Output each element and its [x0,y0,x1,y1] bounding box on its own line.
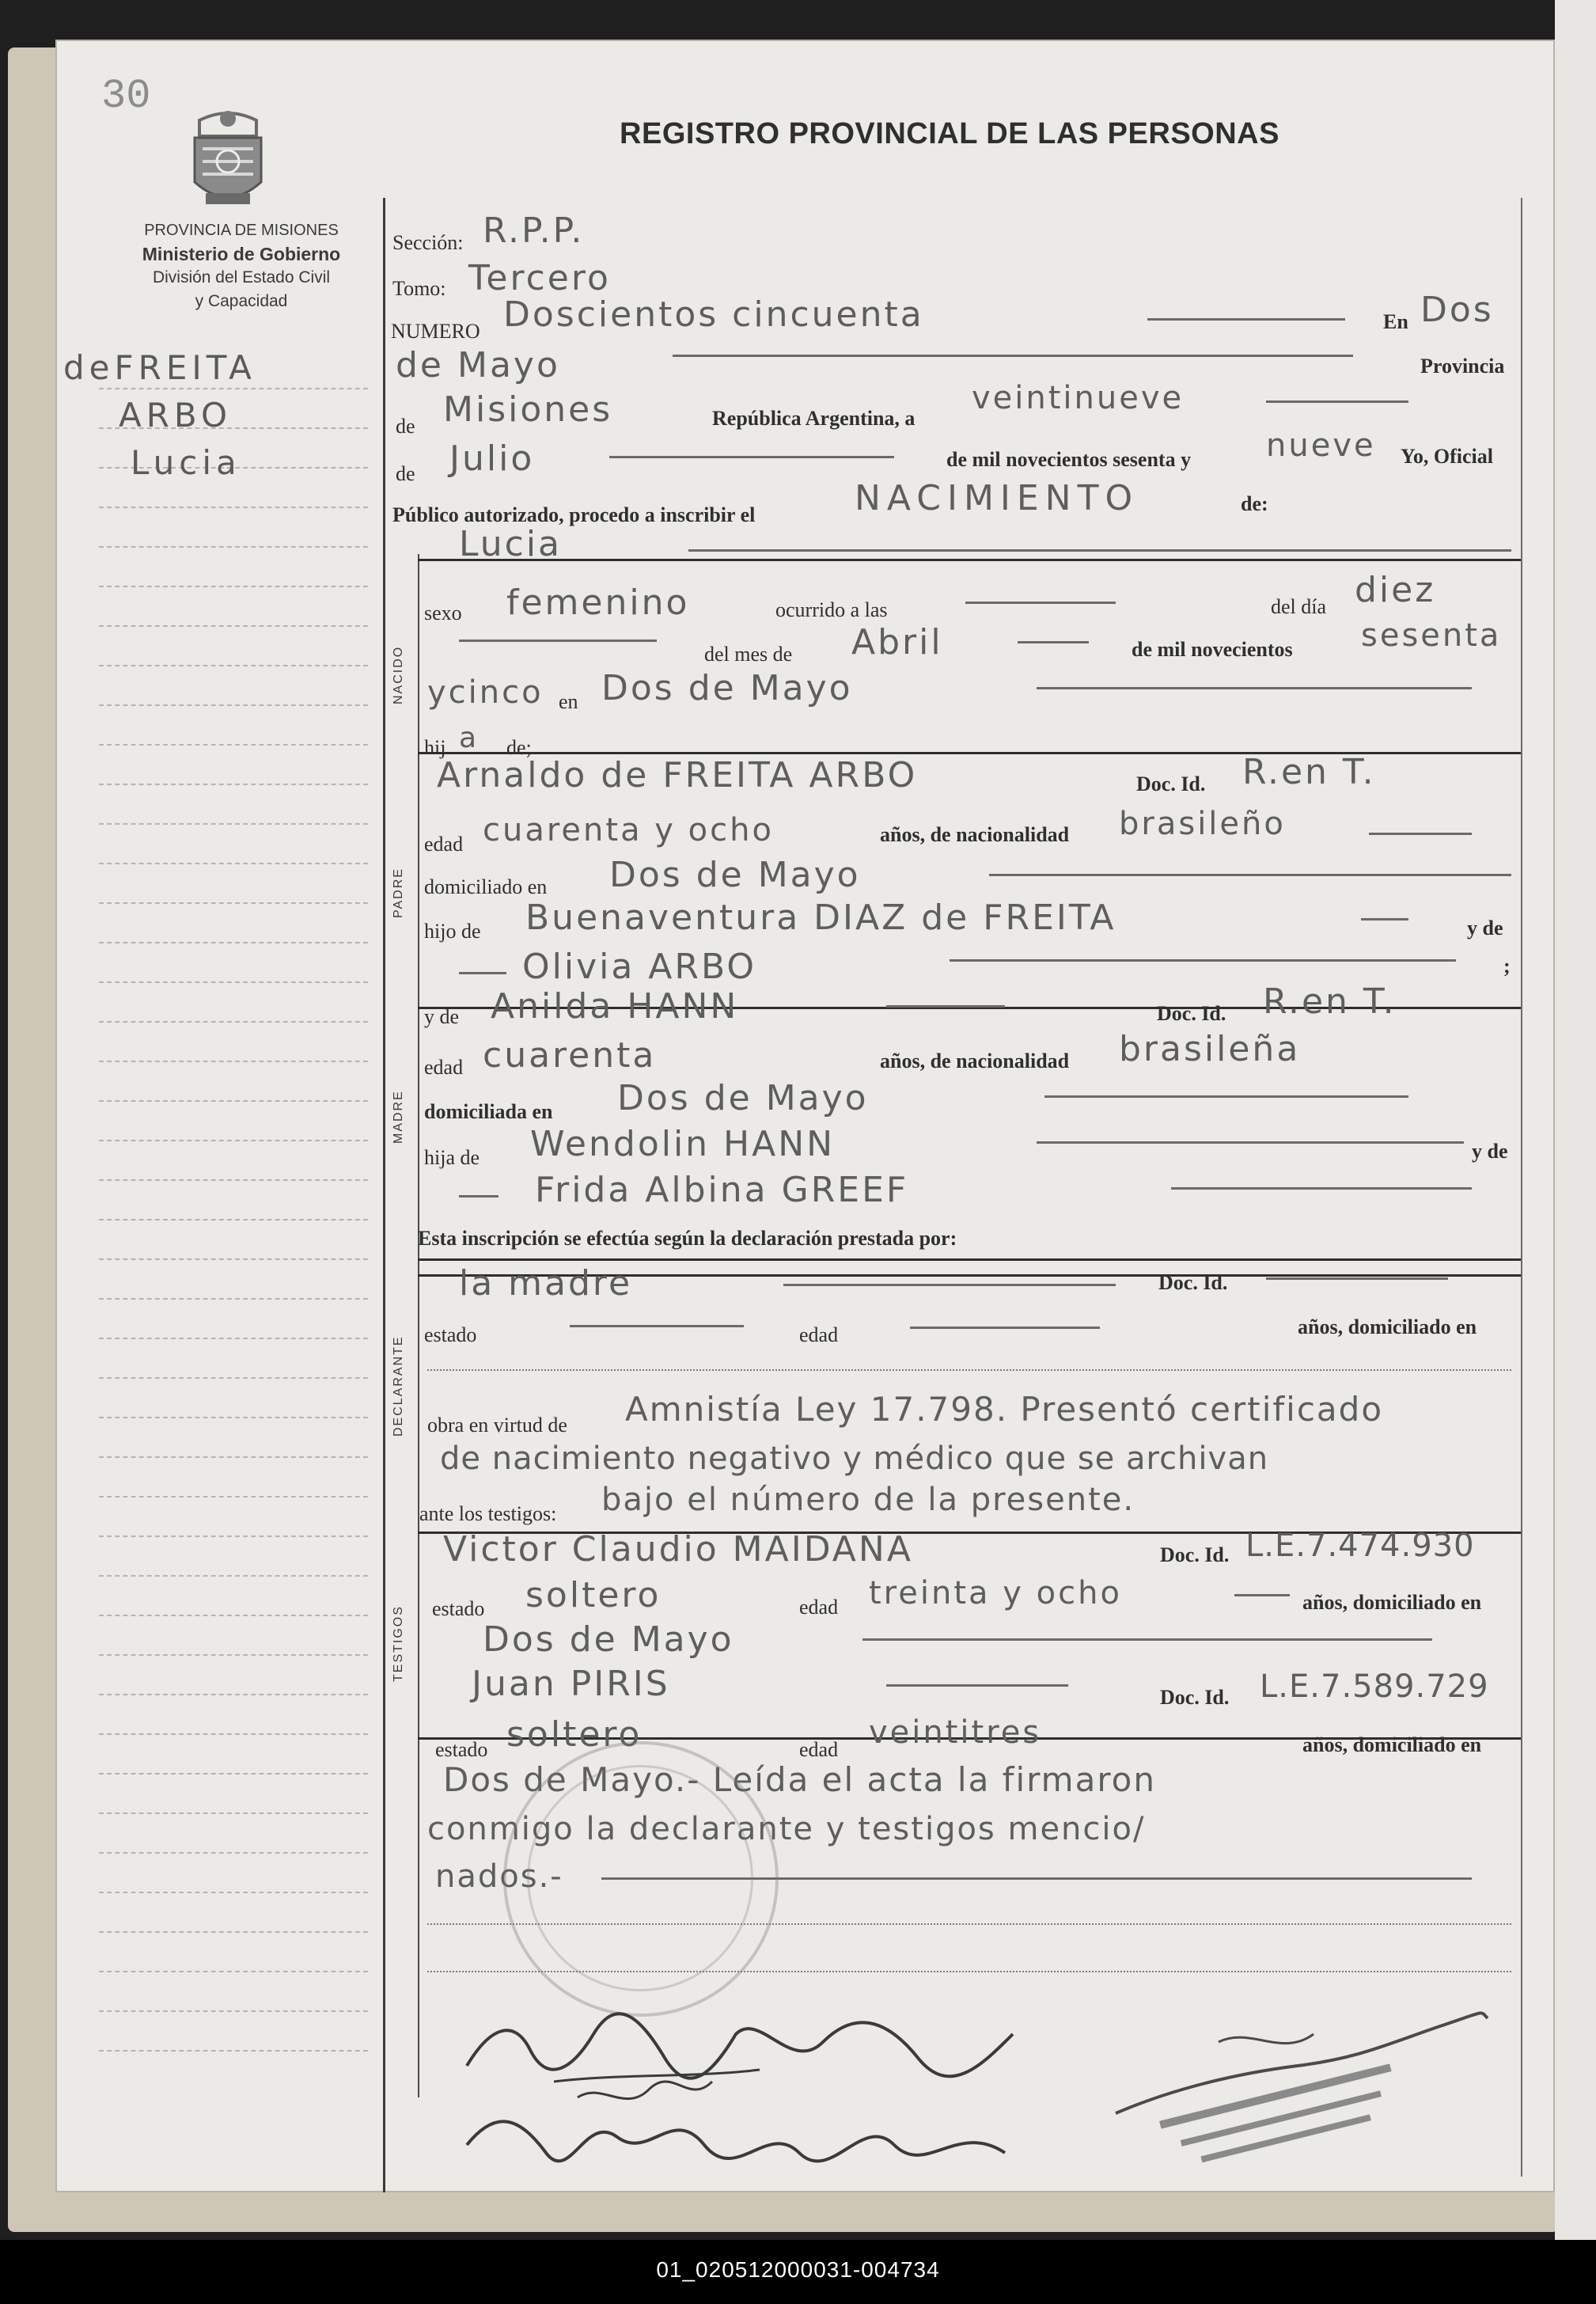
testigo2-fill-line [886,1684,1068,1687]
provincia-label: Provincia [1420,355,1505,378]
dia-acta-fill-line [1266,400,1408,403]
dia-acta-value: veintinueve [972,380,1185,416]
page-title: REGISTRO PROVINCIAL DE LAS PERSONAS [620,117,1279,150]
section-tag-padre: PADRE [392,867,405,918]
madre-padre-fill-line [1037,1141,1464,1144]
testigo1-doc-value: L.E.7.474.930 [1245,1528,1475,1564]
padre-doc-value: R.en T. [1242,752,1376,792]
de-mil-label: de mil novecientos sesenta y [946,448,1192,471]
padre-dom-value: Dos de Mayo [609,855,861,895]
declarante-fill-line [783,1284,1116,1286]
en-value-cont: de Mayo [396,345,560,385]
numero-fill-line [1147,318,1345,321]
facing-page-edge [1555,0,1596,2240]
inscripcion-label: Esta inscripción se efectúa según la declaración prestada por: [418,1227,957,1250]
provincial-seal-icon [184,104,272,215]
republica-label: República Argentina, a [712,407,916,430]
left-column-rule [383,198,385,2192]
hora-fill-line [965,602,1116,604]
de-semicolon-label: de; [506,736,532,759]
padre-padre-fill-line [1361,918,1408,920]
padre-padre-label: hijo de [424,920,481,943]
declarante-estado-fill-line [570,1325,744,1327]
testigo1-edad-label: edad [799,1596,839,1619]
image-caption: 01_020512000031-004734 [656,2257,940,2282]
margin-surname: deFREITA [63,348,256,387]
padre-dom-label: domiciliado en [424,875,548,898]
madre-edad-label: edad [424,1056,464,1079]
madre-edad-value: cuarenta [483,1035,657,1076]
mes-value: Abril [851,622,943,662]
ante-label: ante los testigos: [419,1502,557,1525]
madre-dom-fill-line [1044,1095,1408,1098]
right-column-rule [1521,198,1522,2177]
issuing-office [95,218,388,313]
provincia-value: Misiones [443,389,613,430]
padre-edad-label: edad [424,833,464,856]
declarante-doc-fill-line [1266,1277,1448,1280]
del-dia-label: del día [1271,595,1327,618]
margin-given-name: Lucia [131,443,241,482]
en-label-2: en [559,690,578,713]
testigo2-estado-label: estado [435,1738,488,1761]
testigo2-edad-value: veintitres [869,1714,1042,1751]
madre-y-de-label: y de [424,1005,460,1028]
nombre-fill-line [688,549,1511,552]
madre-padre-label: hija de [424,1146,480,1169]
padre-edad-value: cuarenta y ocho [483,812,774,848]
section-tag-nacido: NACIDO [392,645,405,704]
numero-value: Doscientos cincuenta [503,294,924,335]
anio-value: sesenta [1361,617,1502,654]
section-tag-rule [418,554,419,2097]
mes-acta-fill-line [609,456,894,458]
declarante-edad-label: edad [799,1323,839,1346]
anio-value-cont: ycinco [427,674,544,711]
lugar-value: Dos de Mayo [601,668,853,708]
de-label-2: de [396,462,415,485]
nombre-value: Lucia [459,524,563,564]
section-rule-nacido-top [418,559,1521,561]
section-tag-madre: MADRE [392,1090,405,1144]
declarante-doc-label: Doc. Id. [1158,1271,1228,1294]
padre-y-de-label: y de [1467,917,1503,939]
acto-value: NACIMIENTO [855,478,1139,518]
testigo1-doc-label: Doc. Id. [1160,1543,1230,1566]
tomo-value: Tercero [468,258,611,298]
section-tag-testigos: TESTIGOS [392,1605,405,1682]
de-label: de [396,415,415,438]
sexo-label: sexo [424,602,462,624]
del-mes-label: del mes de [704,643,793,666]
declarante-dom-label: años, domiciliado en [1298,1315,1477,1338]
madre-nombre-value: Anilda HANN [491,986,739,1027]
office-province: PROVINCIA DE MISIONES [144,222,339,239]
cierre-line-3: nados.- [435,1858,563,1895]
anio-acta-value: nueve [1266,427,1376,464]
office-division: División del Estado Civil [152,268,331,287]
madre-doc-value: R.en T. [1263,981,1397,1022]
dia-fill-line [459,640,657,642]
padre-madre-value: Olivia ARBO [522,947,757,987]
madre-nac-value: brasileña [1119,1029,1301,1069]
office-capacity: y Capacidad [195,292,288,310]
madre-madre-lead-line [459,1195,499,1198]
obra-label: obra en virtud de [427,1414,567,1437]
testigo2-doc-label: Doc. Id. [1160,1686,1230,1709]
declarante-edad-fill-line [910,1327,1100,1329]
declarante-value: la madre [459,1263,633,1304]
numero-label: NUMERO [391,320,480,343]
madre-nombre-fill-line [886,1005,1005,1008]
publico-label: Público autorizado, procedo a inscribir el [392,503,756,526]
padre-nac-label: años, de nacionalidad [880,823,1070,846]
padre-dom-fill-line [989,874,1511,876]
padre-madre-lead-line [459,972,506,974]
padre-madre-fill-line [950,959,1456,962]
section-tag-declarante: DECLARANTE [392,1335,405,1437]
testigo2-doc-value: L.E.7.589.729 [1260,1668,1489,1705]
padre-nac-value: brasileño [1119,806,1286,842]
en-label: En [1383,310,1408,333]
testigo1-edad-fill-line [1234,1594,1290,1596]
padre-nac-fill-line [1369,833,1472,835]
testigo1-dom-value: Dos de Mayo [483,1619,734,1660]
testigo2-dom-label: años, domiciliado en [1302,1733,1482,1756]
cierre-line-1: Dos de Mayo.- Leída el acta la firmaron [443,1760,1156,1799]
sexo-value: femenino [506,583,690,623]
madre-dom-value: Dos de Mayo [617,1078,869,1118]
madre-nac-label: años, de nacionalidad [880,1050,1070,1072]
seccion-value: R.P.P. [483,211,585,251]
seccion-label: Sección: [392,231,464,254]
testigo1-dom-label: años, domiciliado en [1302,1591,1482,1614]
declarante-dom-dotted-line [427,1369,1511,1371]
madre-madre-fill-line [1171,1187,1472,1190]
padre-nombre-value: Arnaldo de FREITA ARBO [437,755,918,795]
margin-surname-2: ARBO [119,396,233,435]
madre-y-de-label-2: y de [1472,1140,1508,1163]
yo-oficial-label: Yo, Oficial [1401,445,1493,468]
tomo-label: Tomo: [392,277,446,300]
cierre-line-2: conmigo la declarante y testigos mencio/ [427,1811,1146,1847]
madre-madre-value: Frida Albina GREEF [535,1170,909,1210]
padre-padre-value: Buenaventura DIAZ de FREITA [525,898,1116,938]
madre-doc-label: Doc. Id. [1157,1002,1226,1025]
testigo2-estado-value: soltero [506,1714,643,1755]
official-stamp-inner [527,1765,753,1991]
obra-value-3: bajo el número de la presente. [601,1482,1135,1518]
padre-madre-semicolon: ; [1503,955,1511,977]
madre-dom-label: domiciliada en [424,1100,553,1123]
lugar-fill-line [1037,687,1472,689]
mes-fill-line [1018,641,1089,643]
office-ministry: Ministerio de Gobierno [142,244,341,264]
section-rule-madre-bottom [418,1258,1521,1261]
en-fill-line [673,355,1353,357]
dia-value: diez [1355,570,1436,610]
margin-ruled-lines [99,388,368,2082]
signature-testigos [451,2074,1068,2184]
en-value: Dos [1420,290,1494,330]
madre-padre-value: Wendolin HANN [530,1124,836,1164]
declarante-estado-label: estado [424,1323,477,1346]
page-number: 30 [101,73,151,120]
padre-doc-label: Doc. Id. [1136,772,1206,795]
testigo1-estado-value: soltero [525,1575,662,1615]
testigo1-value: Victor Claudio MAIDANA [443,1529,913,1570]
ocurrido-label: ocurrido a las [775,598,888,621]
hijo-value: a [459,722,480,754]
obra-value-2: de nacimiento negativo y médico que se archivan [440,1440,1269,1477]
mes-acta-value: Julio [449,438,535,479]
de-mil-label-2: de mil novecientos [1132,638,1293,661]
testigo2-edad-label: edad [799,1738,839,1761]
hijo-label: hij [424,736,446,759]
obra-value-1: Amnistía Ley 17.798. Presentó certificado [625,1390,1384,1429]
testigo1-dom-fill-line [862,1638,1432,1641]
oficial-rubber-stamp [1147,2058,1432,2184]
de-colon-label: de: [1241,492,1268,515]
testigo2-value: Juan PIRIS [472,1664,670,1704]
testigo1-edad-value: treinta y ocho [869,1575,1122,1611]
testigo1-estado-label: estado [432,1597,485,1620]
